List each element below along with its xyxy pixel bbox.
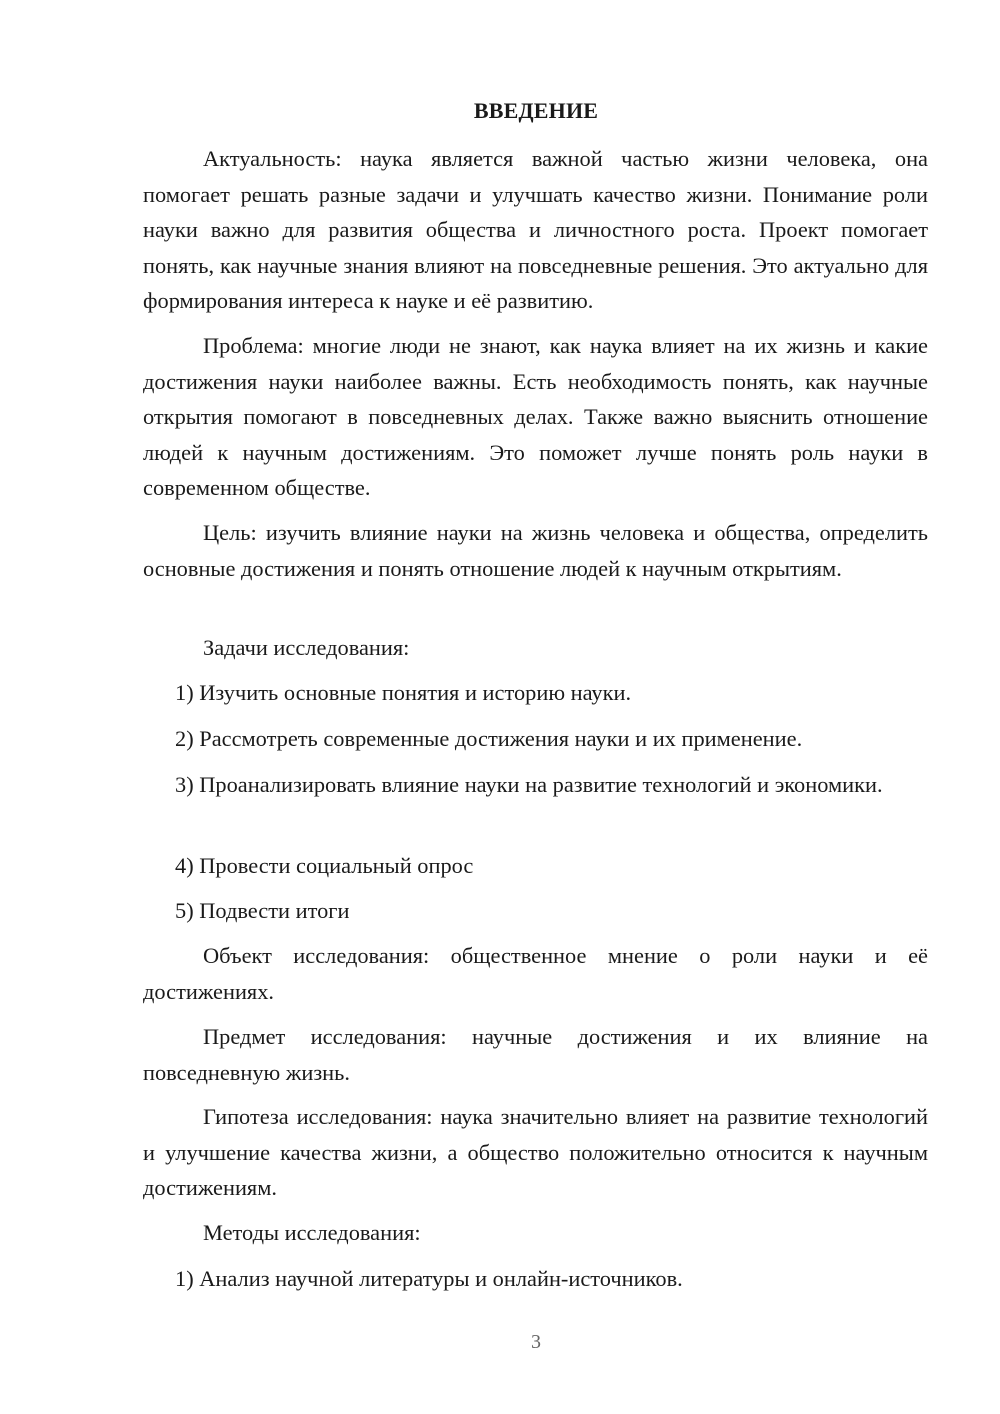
relevance-paragraph: Актуальность: наука является важной частью жизни человека, она помогает решать разные задачи и улучшать качество жизни. Понимание роли науки важно для развития общества и личностного роста. Проект помогает понять, как научные знания влияют на повседневные решения. Это актуально для формирования интереса к науке и её развитию. [143,146,928,314]
methods-heading: Методы исследования: [203,1220,421,1245]
object-paragraph: Объект исследования: общественное мнение о роли науки и её достижениях. [143,943,928,1004]
goal-paragraph: Цель: изучить влияние науки на жизнь человека и общества, определить основные достижения и понять отношение людей к научным открытиям. [143,520,928,581]
subject-paragraph: Предмет исследования: научные достижения и их влияние на повседневную жизнь. [143,1024,928,1085]
problem-paragraph: Проблема: многие люди не знают, как наука влияет на их жизнь и какие достижения науки наиболее важны. Есть необходимость понять, как научные открытия помогают в повседневных делах. Также важно выяснить отношение людей к научным достижениям. Это поможет лучше понять роль науки в современном обществе. [143,333,928,501]
task-item-5: 5) Подвести итоги [175,898,350,923]
task-item-2: 2) Рассмотреть современные достижения науки и их применение. [175,726,803,751]
task-item-4: 4) Провести социальный опрос [175,853,474,878]
tasks-heading: Задачи исследования: [203,635,410,660]
task-item-1: 1) Изучить основные понятия и историю науки. [175,680,632,705]
hypothesis-paragraph: Гипотеза исследования: наука значительно влияет на развитие технологий и улучшение качества жизни, а общество положительно относится к научным достижениям. [143,1104,928,1201]
method-item-1: 1) Анализ научной литературы и онлайн-источников. [175,1266,683,1291]
task-item-3: 3) Проанализировать влияние науки на развитие технологий и экономики. [175,772,883,797]
section-heading: ВВЕДЕНИЕ [473,98,599,123]
page-number: 3 [531,1331,541,1353]
